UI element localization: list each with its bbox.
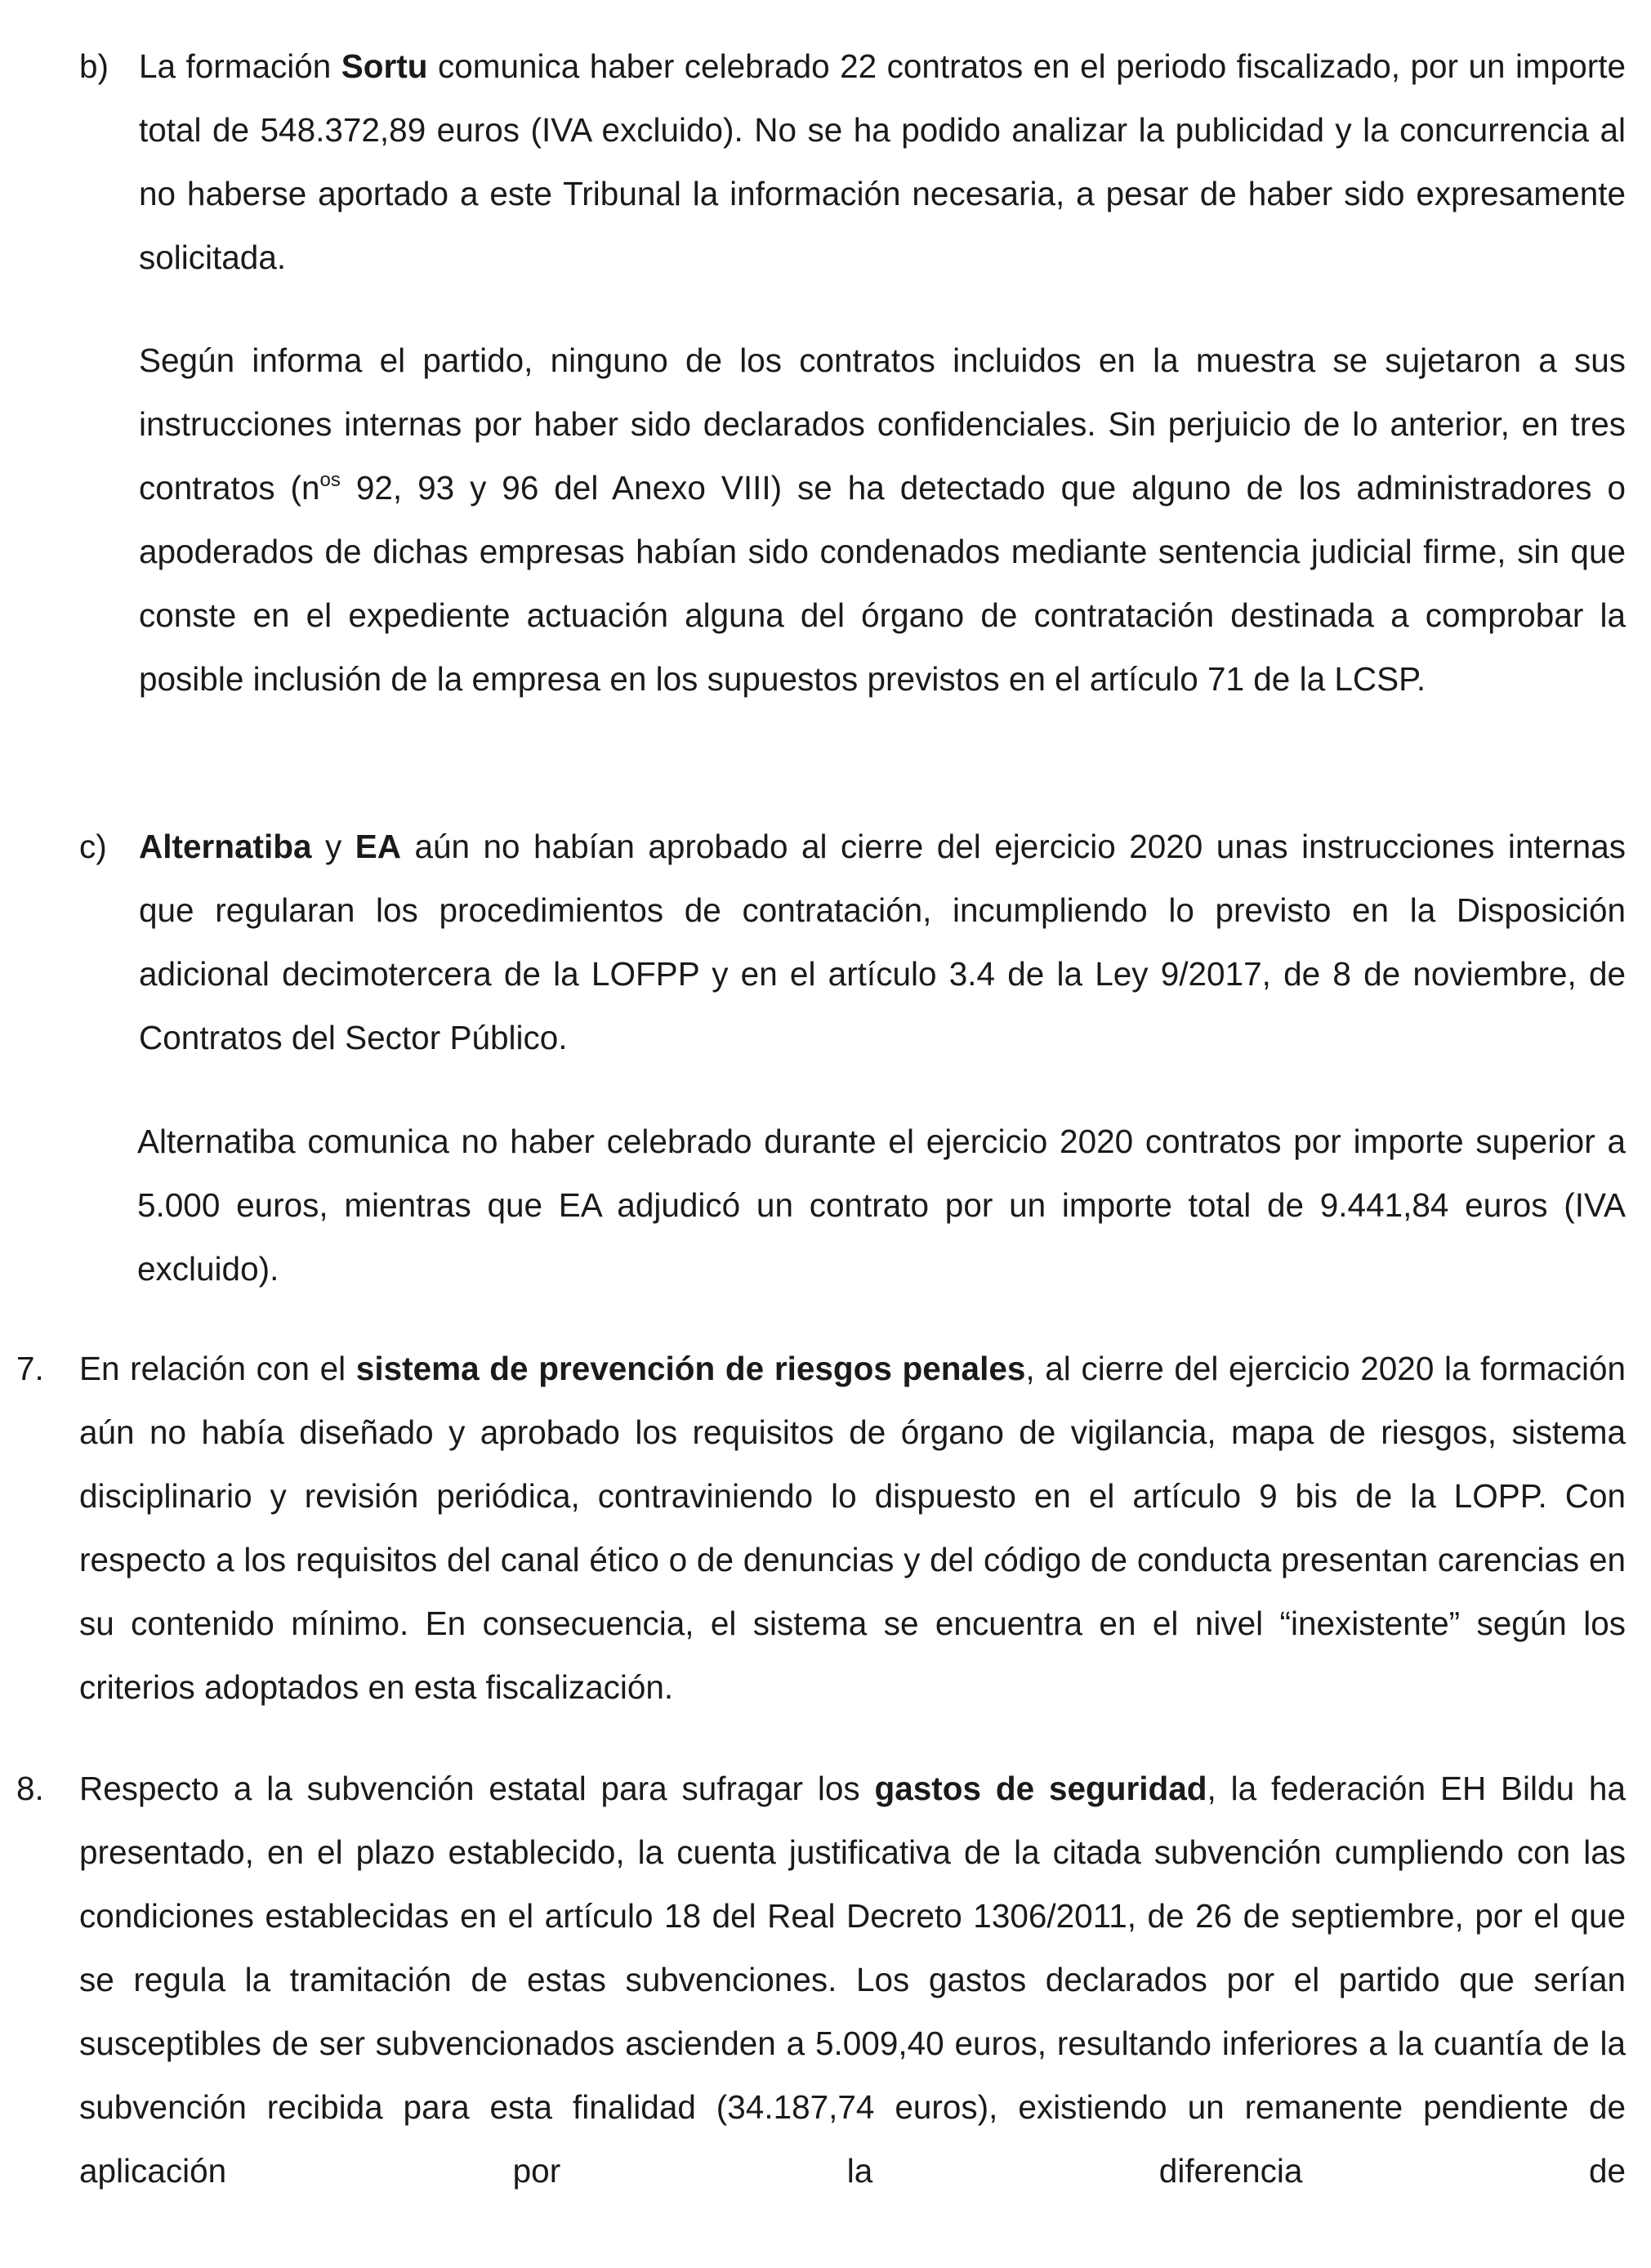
item-b-text-1: La formación	[139, 47, 341, 85]
item-7-paragraph	[79, 1337, 1626, 1719]
item-c-marker: c)	[79, 828, 107, 865]
item-b-p2-text-1: Según informa el partido, ninguno de los contratos incluidos en la muestra se sujetaron a sus instrucciones internas por haber sido declarados confidenciales. Sin perjuicio de lo anterior, en tres contratos (n	[139, 342, 1626, 507]
item-b-text-2: comunica haber celebrado 22 contratos en el periodo fiscalizado, por un importe total de 548.372,89 euros (IVA excluido). No se ha podido analizar la publicidad y la concurrencia al no haberse aportado a este Tribunal la información necesaria, a pesar de haber sido expresamente solicitada.	[139, 47, 1626, 276]
item-7-text-2: , al cierre del ejercicio 2020 la formación aún no había diseñado y aprobado los requisitos de órgano de vigilancia, mapa de riesgos, sistema disciplinario y revisión periódica, contraviniendo lo dispuesto en el artículo 9 bis de la LOPP. Con respecto a los requisitos del canal ético o de denuncias y del código de conducta presentan carencias en su contenido mínimo. En consecuencia, el sistema se encuentra en el nivel “inexistente” según los criterios adoptados en esta fiscalización.	[79, 1350, 1626, 1706]
riesgos-penales-label: sistema de prevención de riesgos penales	[355, 1350, 1026, 1387]
ea-label: EA	[355, 828, 401, 865]
item-8-paragraph	[79, 1757, 1626, 2203]
item-c-text-2: aún no habían aprobado al cierre del ejercicio 2020 unas instrucciones internas que regularan los procedimientos de contratación, incumpliendo lo previsto en la Disposición adicional decimotercera de la LOFPP y en el artículo 3.4 de la Ley 9/2017, de 8 de noviembre, de Contratos del Sector Público.	[139, 828, 1626, 1056]
item-c-paragraph-2: Alternatiba comunica no haber celebrado durante el ejercicio 2020 contratos por importe superior a 5.000 euros, mientras que EA adjudicó un contrato por un importe total de 9.441,84 euros (IVA excluido).	[137, 1123, 1626, 1288]
item-8-text-1: Respecto a la subvención estatal para sufragar los	[79, 1770, 875, 1807]
item-8-text-2: , la federación EH Bildu ha presentado, en el plazo establecido, la cuenta justificativa de la citada subvención cumpliendo con las condiciones establecidas en el artículo 18 del Real Decreto 1306/2011, de 26 de septiembre, por el que se regula la tramitación de estas subvenciones. Los gastos declarados por el partido que serían susceptibles de ser subvencionados ascienden a 5.009,40 euros, resultando inferiores a la cuantía de la subvención recibida para esta finalidad (34.187,74 euros), existiendo un remanente pendiente de aplicación por la diferencia de	[79, 1770, 1626, 2190]
item-b-paragraph-1	[139, 34, 1626, 289]
item-7-marker: 7.	[16, 1350, 44, 1387]
item-b-marker: b)	[79, 47, 109, 85]
item-7-text-1: En relación con el	[79, 1350, 356, 1387]
gastos-seguridad-label: gastos de seguridad	[874, 1770, 1207, 1807]
alternatiba-label: Alternatiba	[139, 828, 312, 865]
item-b-p2-text-2: 92, 93 y 96 del Anexo VIII) se ha detectado que alguno de los administradores o apoderados de dichas empresas habían sido condenados mediante sentencia judicial firme, sin que conste en el expediente actuación alguna del órgano de contratación destinada a comprobar la posible inclusión de la empresa en los supuestos previstos en el artículo 71 de la LCSP.	[139, 469, 1626, 698]
sortu-label: Sortu	[341, 47, 428, 85]
item-8-marker: 8.	[16, 1770, 44, 1807]
item-c-paragraph-1	[139, 815, 1626, 1069]
numeros-superscript: os	[319, 469, 341, 491]
item-b-paragraph-2	[139, 328, 1626, 711]
item-c-text-1: y	[311, 828, 355, 865]
